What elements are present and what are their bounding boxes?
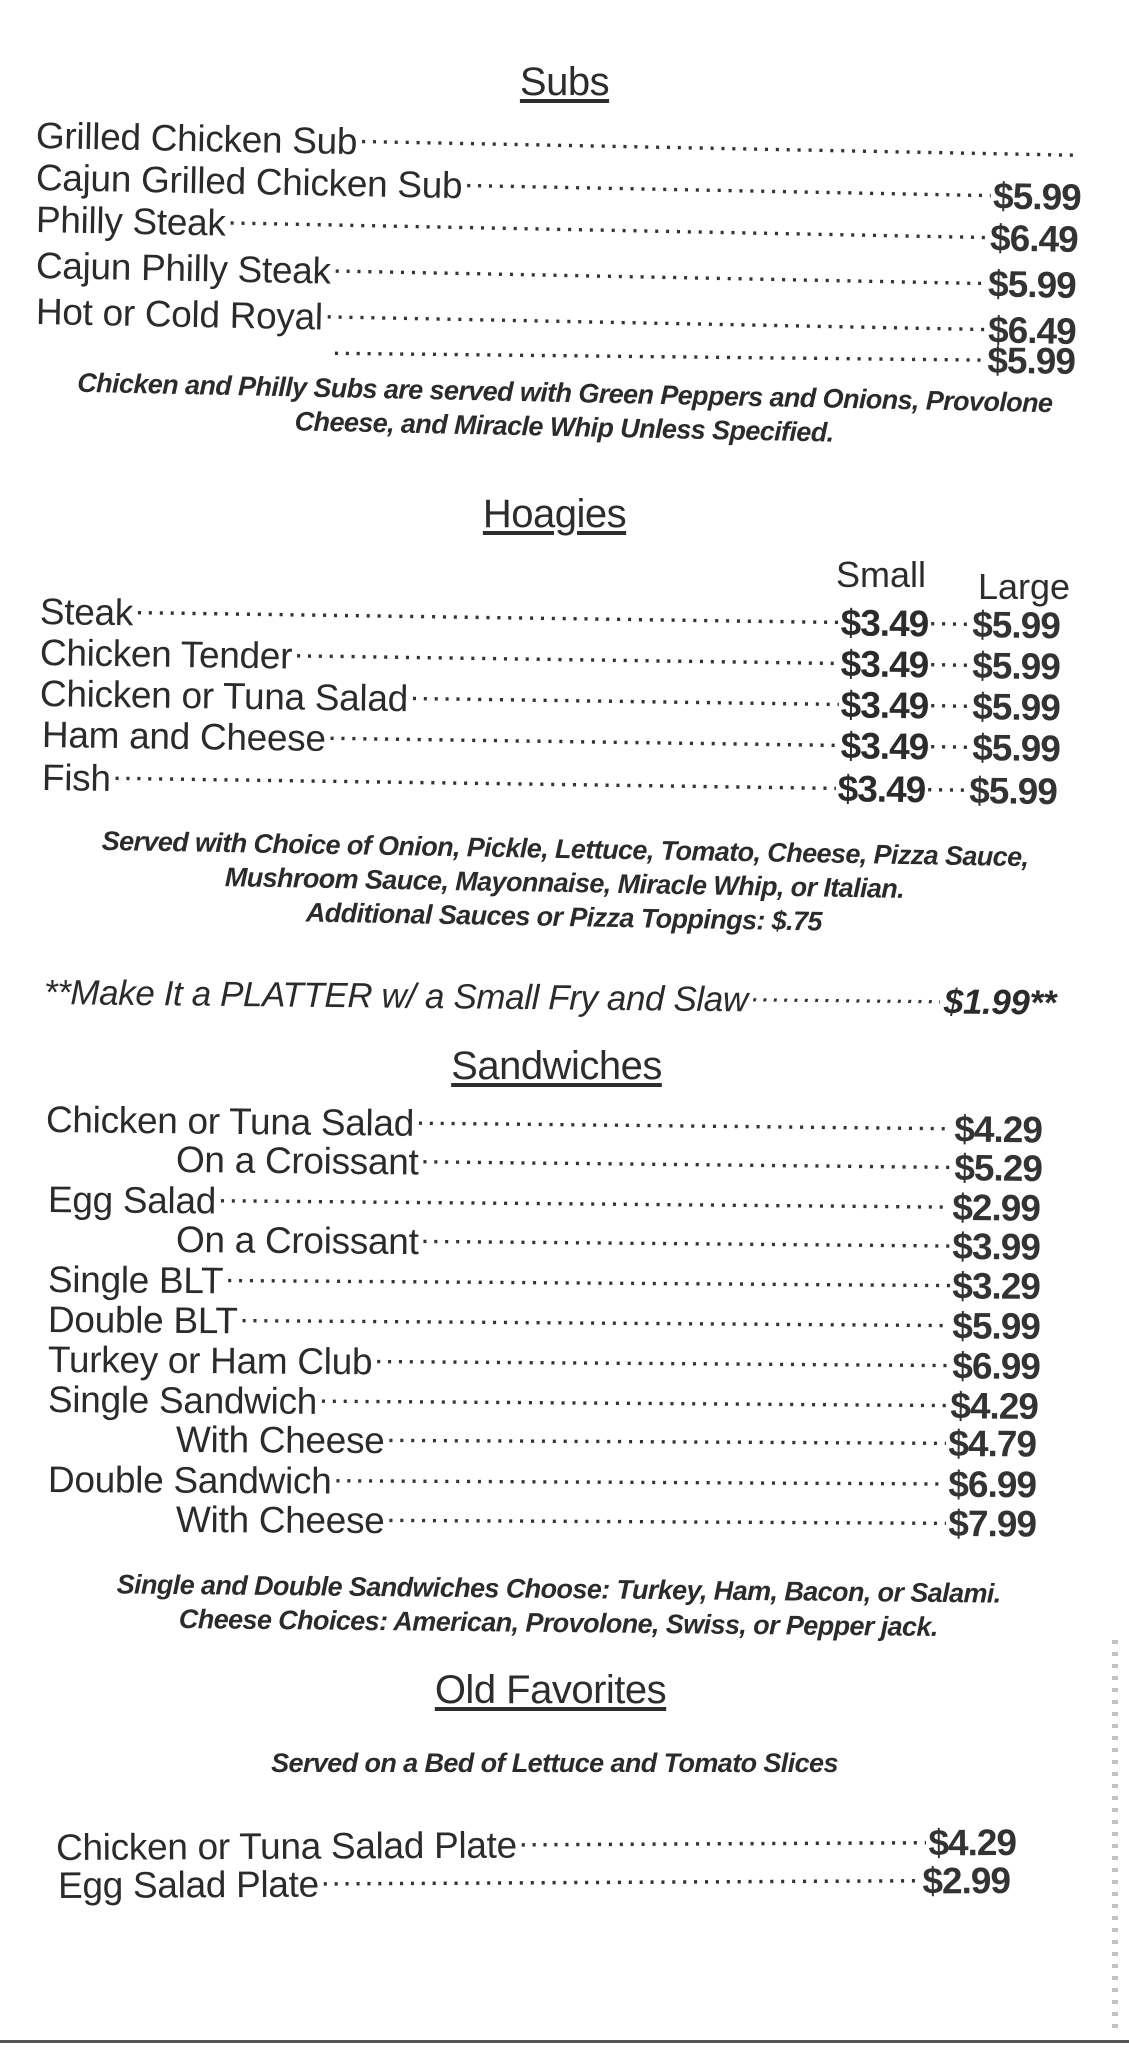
item-price-large: $5.99 (971, 686, 1061, 729)
item-price: $3.29 (952, 1265, 1041, 1307)
item-price-large: $5.99 (971, 726, 1061, 770)
item-name: Chicken Tender (39, 632, 293, 677)
item-price: $4.29 (928, 1821, 1017, 1864)
dot-leader (410, 671, 839, 717)
item-price: $4.29 (950, 1385, 1039, 1427)
item-name: Single Sandwich (47, 1379, 318, 1422)
item-name: Double BLT (47, 1299, 238, 1342)
item-price: $4.29 (954, 1108, 1043, 1151)
scan-edge-artifact (1112, 1640, 1118, 2030)
item-name: Egg Salad Plate (57, 1863, 319, 1906)
item-price: $6.49 (987, 309, 1077, 352)
item-price: $2.99 (952, 1186, 1041, 1229)
item-price: $5.29 (954, 1147, 1043, 1190)
item-price: $5.99 (987, 339, 1076, 382)
page-bottom-edge (0, 2040, 1129, 2043)
note-line: Chicken and Philly Subs are served with Green Peppers and Onions, Provolone (77, 367, 1053, 419)
menu-row (176, 1492, 1036, 1545)
note-line: Additional Sauces or Pizza Toppings: $.75 (305, 897, 823, 937)
item-name: With Cheese (175, 1499, 385, 1542)
sandwiches-note (0, 1566, 1123, 1646)
sandwiches-title: Sandwiches (451, 1044, 662, 1088)
item-name: Grilled Chicken Sub (35, 115, 358, 163)
dot-leader (332, 326, 986, 373)
note-line: Mushroom Sauce, Mayonnaise, Miracle Whip, or Italian. (224, 862, 905, 904)
item-price: $7.99 (948, 1503, 1037, 1545)
item-price-small: $3.49 (840, 602, 929, 645)
dot-leader (225, 1253, 950, 1298)
dot-leader (294, 629, 839, 677)
platter-price: $1.99** (943, 982, 1057, 1023)
dot-leader (925, 762, 970, 803)
dot-leader (327, 711, 839, 758)
item-price: $4.79 (948, 1423, 1037, 1465)
item-name: Steak (39, 591, 134, 634)
dot-leader (752, 973, 941, 1013)
item-name: Egg Salad (47, 1179, 217, 1222)
item-price-small: $3.49 (840, 643, 929, 686)
item-name: Double Sandwich (47, 1459, 332, 1502)
dot-leader (321, 1853, 921, 1896)
platter-text: **Make It a PLATTER w/ a Small Fry and Slaw (43, 973, 748, 1020)
old-favorites-subtitle: Served on a Bed of Lettuce and Tomato Slices (271, 1748, 838, 1778)
column-header-small: Small (836, 554, 927, 595)
item-price: $6.99 (948, 1463, 1037, 1506)
item-name: Chicken or Tuna Salad (39, 673, 409, 720)
item-price: $5.99 (987, 263, 1077, 306)
item-name: With Cheese (175, 1419, 385, 1462)
item-price-large: $5.99 (968, 769, 1058, 813)
item-name: Fish (41, 757, 111, 799)
item-price-small: $3.49 (840, 684, 929, 727)
item-name: Chicken or Tuna Salad Plate (55, 1824, 517, 1868)
old-favorites-title: Old Favorites (434, 1668, 667, 1712)
item-name: Philly Steak (35, 199, 227, 244)
dot-leader (928, 678, 973, 719)
item-price-large: $5.99 (971, 645, 1061, 688)
dot-leader (420, 1135, 952, 1181)
note-line: Served with Choice of Onion, Pickle, Lettuce, Tomato, Cheese, Pizza Sauce, (101, 825, 1029, 873)
item-name: Chicken or Tuna Salad (45, 1099, 415, 1144)
item-name: Cajun Philly Steak (35, 245, 332, 292)
dot-leader (240, 1293, 951, 1338)
dot-leader (420, 1214, 950, 1259)
item-price: $3.99 (952, 1225, 1041, 1268)
dot-leader (928, 719, 973, 760)
dot-leader (374, 1334, 950, 1378)
item-price: $2.99 (922, 1860, 1011, 1902)
dot-leader (319, 1374, 949, 1418)
item-price: $5.99 (952, 1305, 1041, 1347)
item-name: Hot or Cold Royal (35, 291, 324, 338)
platter-offer (44, 966, 1056, 1024)
column-header-large: Large (978, 566, 1071, 607)
hoagies-note (0, 822, 1129, 944)
item-name: On a Croissant (175, 1219, 419, 1263)
dot-leader (519, 1815, 927, 1857)
item-price-small: $3.49 (840, 725, 929, 768)
item-name: On a Croissant (175, 1139, 419, 1183)
item-price-large: $5.99 (971, 604, 1061, 647)
dot-leader (386, 1413, 946, 1456)
item-price: $5.99 (992, 175, 1082, 219)
item-name: Turkey or Ham Club (47, 1339, 373, 1383)
item-name: Ham and Cheese (41, 714, 326, 759)
item-price: $6.49 (989, 217, 1079, 260)
item-name: Single BLT (47, 1259, 224, 1302)
dot-leader (928, 637, 973, 678)
item-price-small: $3.49 (837, 768, 926, 811)
note-line: Single and Double Sandwiches Choose: Turkey, Ham, Bacon, or Salami. (116, 1569, 1001, 1609)
note-line: Cheese, and Miracle Whip Unless Specified. (294, 406, 834, 448)
dot-leader (928, 596, 973, 637)
dot-leader (386, 1493, 946, 1536)
item-name: Cajun Grilled Chicken Sub (35, 157, 463, 207)
subs-title: Subs (519, 60, 610, 104)
hoagies-title: Hoagies (482, 492, 627, 536)
item-price: $6.99 (952, 1345, 1041, 1387)
note-line: Cheese Choices: American, Provolone, Swiss, or Pepper jack. (178, 1604, 938, 1642)
dot-leader (333, 1453, 946, 1496)
menu-row (58, 1853, 1010, 1906)
